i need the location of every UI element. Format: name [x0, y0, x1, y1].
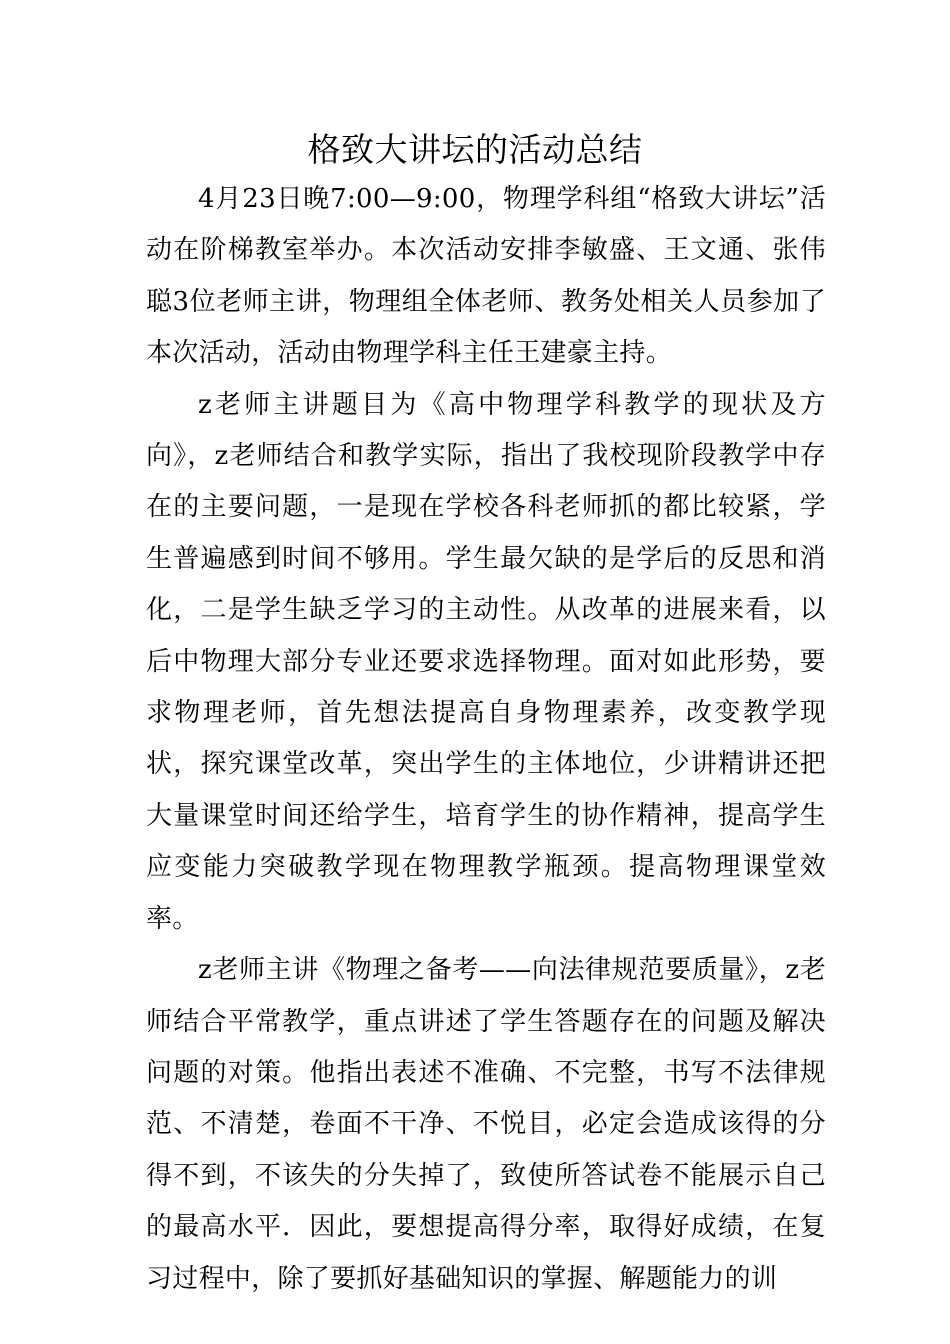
paragraph-2: z老师主讲题目为《高中物理学科教学的现状及方向》，z老师结合和教学实际，指出了我校现阶段教学中存在的主要问题，一是现在学校各科老师抓的都比较紧，学生普遍感到时间不够用。学生最欠缺的是学后的反思和消化，二是学生缺乏学习的主动性。从改革的进展来看，以后中物理大部分专业还要求选择物理。面对如此形势，要求物理老师，首先想法提高自身物理素养，改变教学现状，探究课堂改革，突出学生的主体地位，少讲精讲还把大量课堂时间还给学生，培育学生的协作精神，提高学生应变能力突破教学现在物理教学瓶颈。提高物理课堂效率。 — [146, 389, 826, 934]
paragraph-1: 4月23日晚7:00—9:00，物理学科组“格致大讲坛”活动在阶梯教室举办。本次活动安排李敏盛、王文通、张伟聪3位老师主讲，物理组全体老师、教务处相关人员参加了本次活动，活动由物理学科主任王建豪主持。 — [146, 184, 826, 369]
document-body — [146, 174, 826, 1305]
paragraph-3: z老师主讲《物理之备考——向法律规范要质量》，z老师结合平常教学，重点讲述了学生答题存在的问题及解决问题的对策。他指出表述不准确、不完整，书写不法律规范、不清楚，卷面不干净、不悦目，必定会造成该得的分得不到，不该失的分失掉了，致使所答试卷不能展示自己的最高水平．因此，要想提高得分率，取得好成绩，在复习过程中，除了要抓好基础知识的掌握、解题能力的训 — [146, 955, 826, 1294]
document-title: 格致大讲坛的活动总结 — [307, 130, 643, 169]
